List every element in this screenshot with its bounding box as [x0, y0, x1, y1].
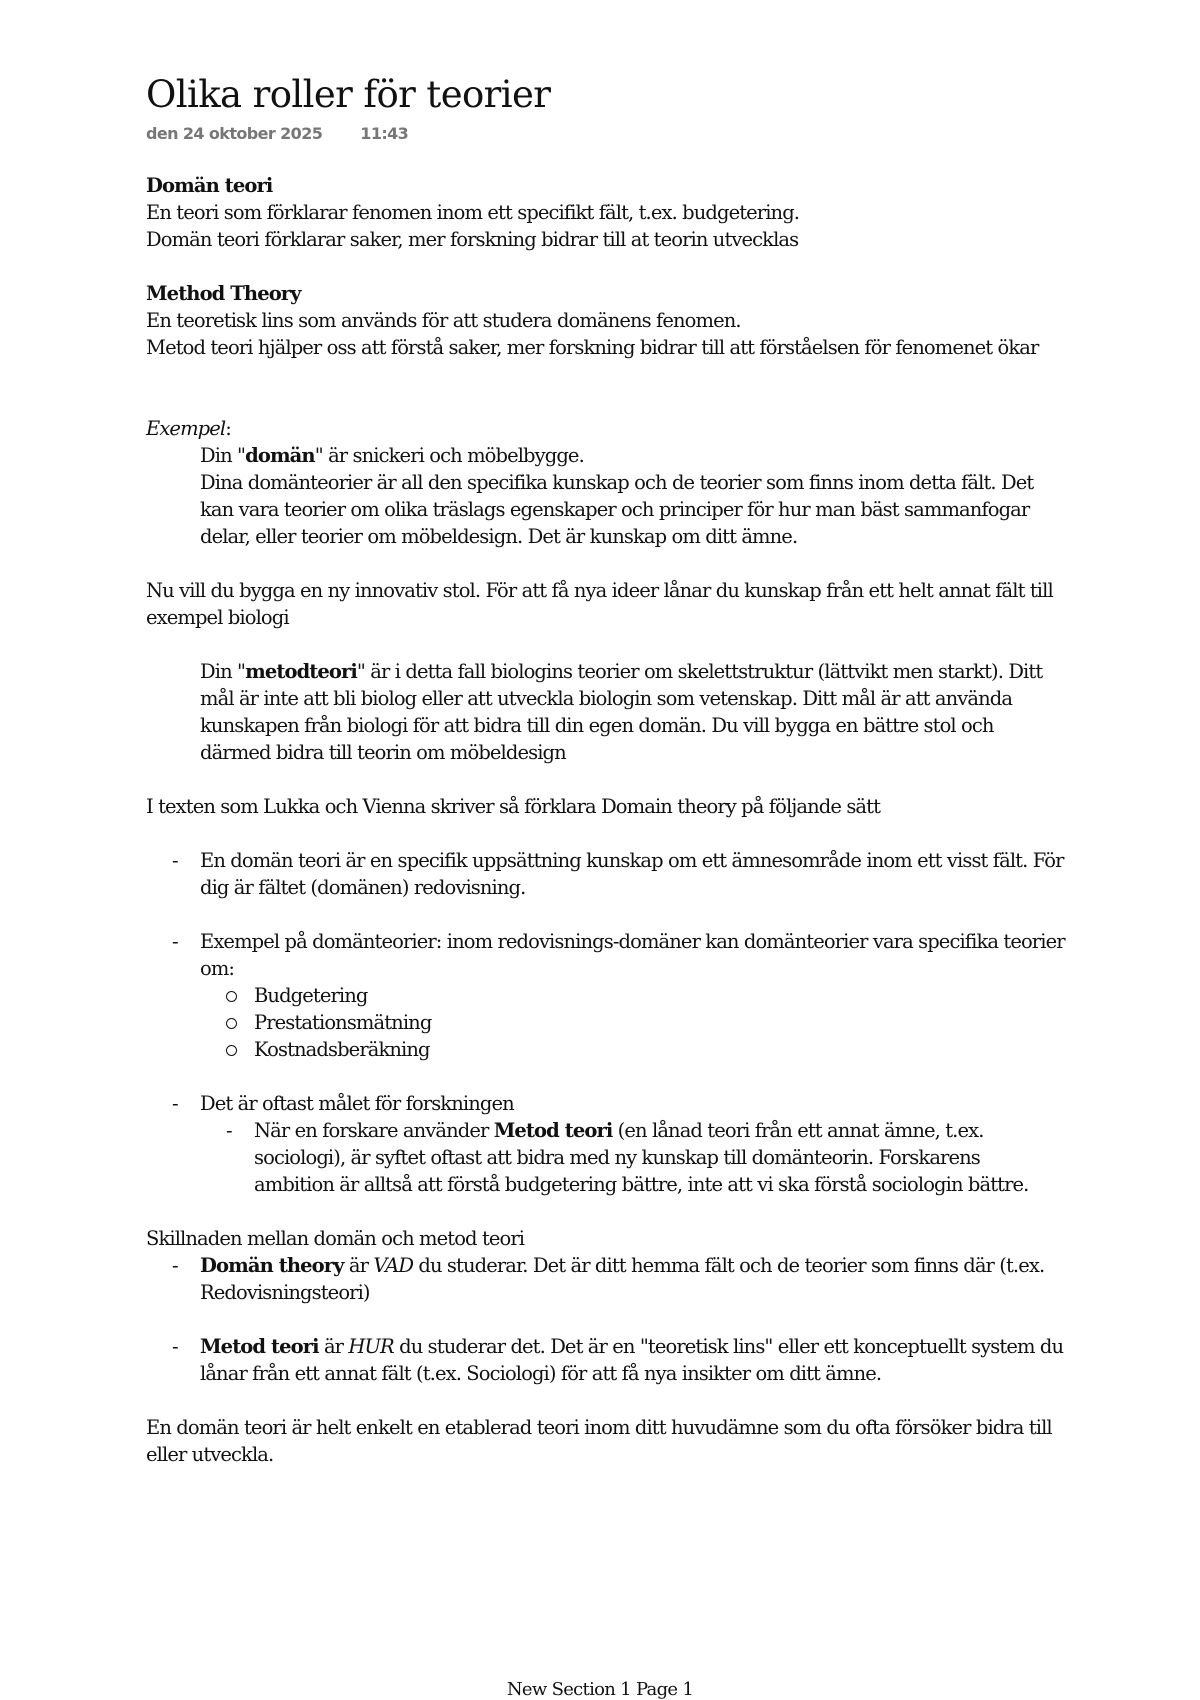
- domain-line: Domän teori förklarar saker, mer forskning bidrar till at teorin utvecklas: [146, 228, 799, 251]
- conclusion: [146, 1414, 1066, 1468]
- method-line: En teoretisk lins som används för att studera domänens fenomen.: [146, 309, 741, 332]
- list-item: - Domän theory är VAD du studerar. Det är ditt hemma fält och de teorier som finns där (t.ex. Redovisningsteori): [200, 1252, 1066, 1306]
- method-example-text: Din "metodteori" är i detta fall biologins teorier om skelettstruktur (lättvikt men starkt). Ditt mål är inte att bli biolog eller att utveckla biologin som vetenskap. Ditt mål är att använda kunskapen från biologi för att bidra till din egen domän. Du vill bygga en bättre stol och därmed bidra till teorin om möbeldesign: [200, 660, 1043, 764]
- lukka-list: [146, 847, 1066, 1198]
- domain-heading: Domän teori: [146, 174, 273, 197]
- sub-list-item: Budgetering: [254, 982, 1066, 1009]
- list-item: - Exempel på domänteorier: inom redovisnings-domäner kan domänteorier vara specifika teorier om: Budgetering Prestationsmätning Kostnadsberäkning: [200, 928, 1066, 1063]
- list-item: - En domän teori är en specifik uppsättning kunskap om ett ämnesområde inom ett visst fält. För dig är fältet (domänen) redovisning.: [200, 847, 1066, 901]
- method-heading: Method Theory: [146, 282, 301, 305]
- list-item: - Det är oftast målet för forskningen - När en forskare använder Metod teori (en lånad teori från ett annat ämne, t.ex. sociologi), är syftet oftast att bidra med ny kunskap till domänteorin. Forskarens ambition är alltså att förstå budgetering bättre, inte att vi ska förstå sociologin bättre.: [200, 1090, 1066, 1198]
- list-item: - Metod teori är HUR du studerar det. Det är en "teoretisk lins" eller ett konceptuellt system du lånar från ett annat fält (t.ex. Sociologi) för att få nya insikter om ditt ämne.: [200, 1333, 1066, 1387]
- innovation-paragraph: [146, 577, 1066, 631]
- sub-list-item: - När en forskare använder Metod teori (en lånad teori från ett annat ämne, t.ex. sociologi), är syftet oftast att bidra med ny kunskap till domänteorin. Forskarens ambition är alltså att förstå budgetering bättre, inte att vi ska förstå sociologin bättre.: [254, 1117, 1066, 1198]
- domain-line: En teori som förklarar fenomen inom ett specifikt fält, t.ex. budgetering.: [146, 201, 800, 224]
- example-section: [146, 415, 1066, 550]
- page-time: 11:43: [360, 124, 409, 143]
- page-footer: New Section 1 Page 1: [506, 1679, 694, 1700]
- sub-list-item: Kostnadsberäkning: [254, 1036, 1066, 1063]
- difference-section: [146, 1225, 1066, 1387]
- example-label: Exempel:: [146, 417, 231, 440]
- page-title: Olika roller för teorier: [146, 73, 551, 116]
- difference-heading: Skillnaden mellan domän och metod teori: [146, 1227, 525, 1250]
- sub-list-item: Prestationsmätning: [254, 1009, 1066, 1036]
- sub-list: [200, 982, 1066, 1063]
- domain-section: [146, 172, 1066, 253]
- innovation-text: Nu vill du bygga en ny innovativ stol. För att få nya ideer lånar du kunskap från ett helt annat fält till exempel biologi: [146, 579, 1053, 629]
- lukka-intro-text: I texten som Lukka och Vienna skriver så förklara Domain theory på följande sätt: [146, 795, 881, 818]
- method-section: [146, 280, 1066, 361]
- page-meta: [146, 124, 1066, 143]
- lukka-intro: [146, 793, 1066, 820]
- example-domain-theories: Dina domänteorier är all den specifika kunskap och de teorier som finns inom detta fält. Det kan vara teorier om olika träslags egenskaper och principer för hur man bäst sammanfogar delar, eller teorier om möbeldesign. Det är kunskap om ditt ämne.: [200, 471, 1034, 548]
- note-content: [146, 172, 1066, 1468]
- conclusion-text: En domän teori är helt enkelt en etablerad teori inom ditt huvudämne som du ofta försöker bidra till eller utveckla.: [146, 1416, 1052, 1466]
- example-body: [146, 442, 1066, 550]
- page-date: den 24 oktober 2025: [146, 124, 323, 143]
- sub-list: [200, 1117, 1066, 1198]
- example-domain-line: Din "domän" är snickeri och möbelbygge.: [200, 444, 584, 467]
- method-line: Metod teori hjälper oss att förstå saker, mer forskning bidrar till att förståelsen för fenomenet ökar: [146, 336, 1039, 359]
- note-page: [146, 70, 1066, 1468]
- method-example: [146, 658, 1066, 766]
